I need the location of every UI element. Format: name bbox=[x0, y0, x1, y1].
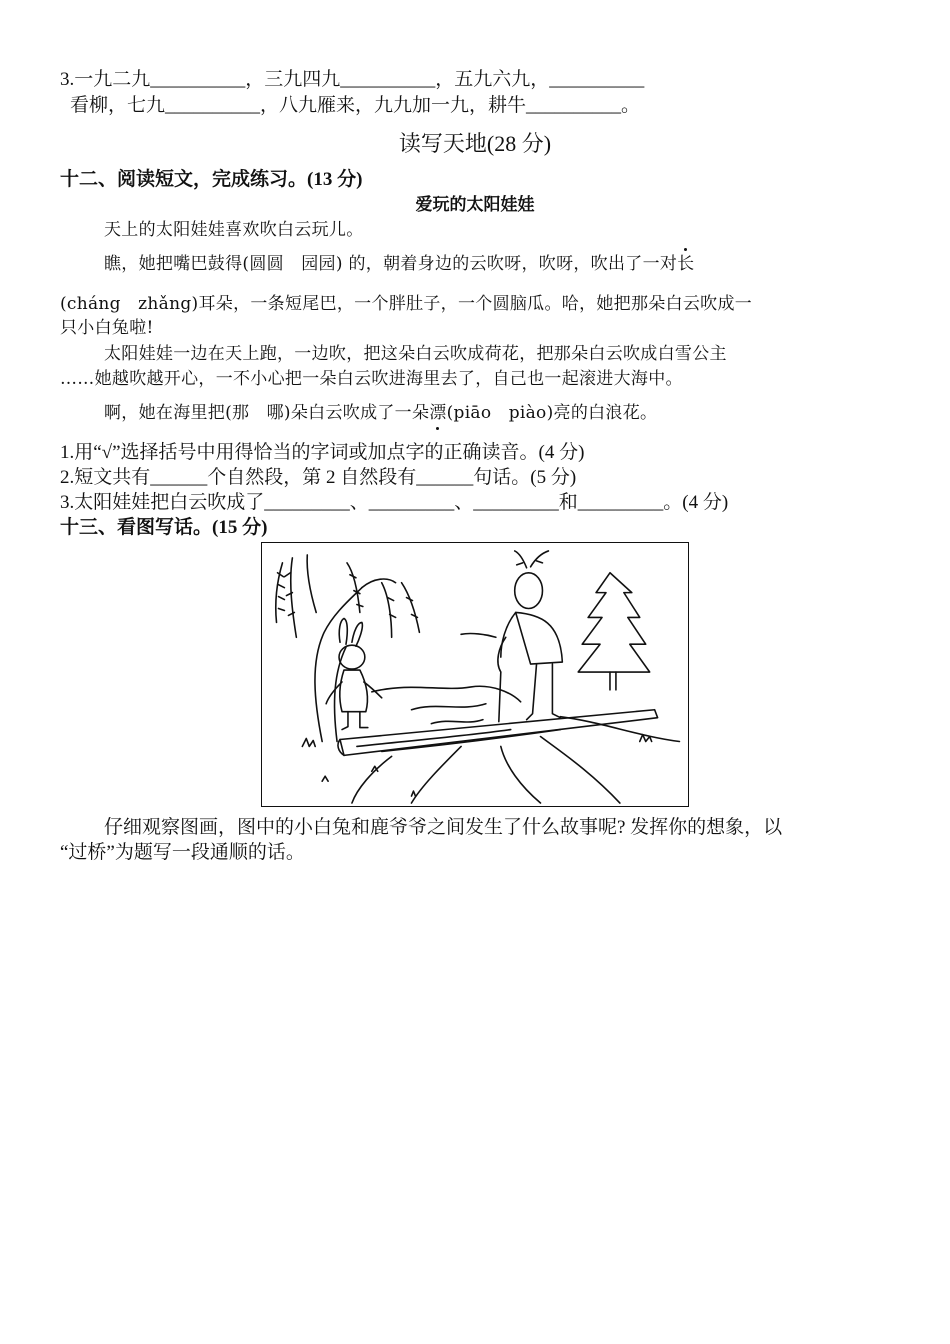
story-paragraph-2-line-1 bbox=[104, 252, 694, 276]
rabbit-head bbox=[339, 645, 365, 669]
dotted-char-piao: 漂 bbox=[429, 403, 447, 423]
rabbit-dress bbox=[340, 670, 368, 712]
reading-question-3: 3.太阳娃娃把白云吹成了_________、_________、_________和_________。(4 分) bbox=[60, 492, 729, 513]
story-paragraph-2-line-2: (cháng zhǎng)耳朵，一条短尾巴，一个胖肚子，一个圆脑瓜。哈，她把那朵白云吹成一 bbox=[60, 294, 753, 314]
section-title: 读写天地(28 分) bbox=[398, 131, 552, 156]
story-paragraph-3-line-1: 太阳娃娃一边在天上跑，一边吹，把这朵白云吹成荷花，把那朵白云吹成白雪公主 bbox=[104, 344, 727, 364]
story-paragraph-1: 天上的太阳娃娃喜欢吹白云玩儿。 bbox=[104, 220, 364, 240]
pine-tree bbox=[578, 573, 649, 672]
story-paragraph-4 bbox=[104, 401, 657, 425]
story-paragraph-4-text-a: 啊，她在海里把(那 哪)朵白云吹成了一朵 bbox=[104, 403, 430, 423]
deer-body bbox=[516, 612, 563, 664]
rabbit-ear-right bbox=[352, 622, 362, 646]
rabbit-ear-left bbox=[339, 618, 347, 644]
story-paragraph-2-text: 瞧，她把嘴巴鼓得(圆圆 园园) 的，朝着身边的云吹呀，吹呀，吹出了一对 bbox=[104, 254, 678, 274]
river-bank-far bbox=[372, 686, 521, 702]
dotted-char-chang: 长 bbox=[677, 254, 695, 274]
writing-prompt-line-2: “过桥”为题写一段通顺的话。 bbox=[60, 842, 305, 863]
writing-prompt-line-1: 仔细观察图画，图中的小白兔和鹿爷爷之间发生了什么故事呢? 发挥你的想象，以 bbox=[104, 817, 783, 838]
writing-heading: 十三、看图写话。(15 分) bbox=[60, 517, 268, 538]
story-title: 爱玩的太阳娃娃 bbox=[415, 195, 535, 215]
deer-antlers bbox=[515, 551, 549, 568]
story-paragraph-3-line-2: ……她越吹越开心，一不小心把一朵白云吹进海里去了，自己也一起滚进大海中。 bbox=[60, 369, 683, 389]
deer-head bbox=[515, 573, 543, 609]
tree-trunk bbox=[315, 588, 362, 742]
deer-cane bbox=[499, 672, 501, 722]
bridge-illustration bbox=[261, 542, 689, 807]
q3-line-2: 看柳，七九__________，八九雁来，九九加一九，耕牛__________。 bbox=[70, 95, 641, 116]
q3-line-1: 3.一九二九__________，三九四九__________，五九六九，__________ bbox=[60, 69, 645, 90]
reading-question-1: 1.用“√”选择括号中用得恰当的字词或加点字的正确读音。(4 分) bbox=[60, 442, 585, 463]
reading-question-2: 2.短文共有______个自然段，第 2 自然段有______句话。(5 分) bbox=[60, 467, 577, 488]
story-paragraph-4-text-b: (piāo piào)亮的白浪花。 bbox=[446, 403, 658, 423]
reading-heading: 十二、阅读短文，完成练习。(13 分) bbox=[60, 169, 363, 190]
bridge-scene-drawing bbox=[262, 543, 688, 806]
story-paragraph-2-line-3: 只小白兔啦! bbox=[60, 318, 154, 338]
